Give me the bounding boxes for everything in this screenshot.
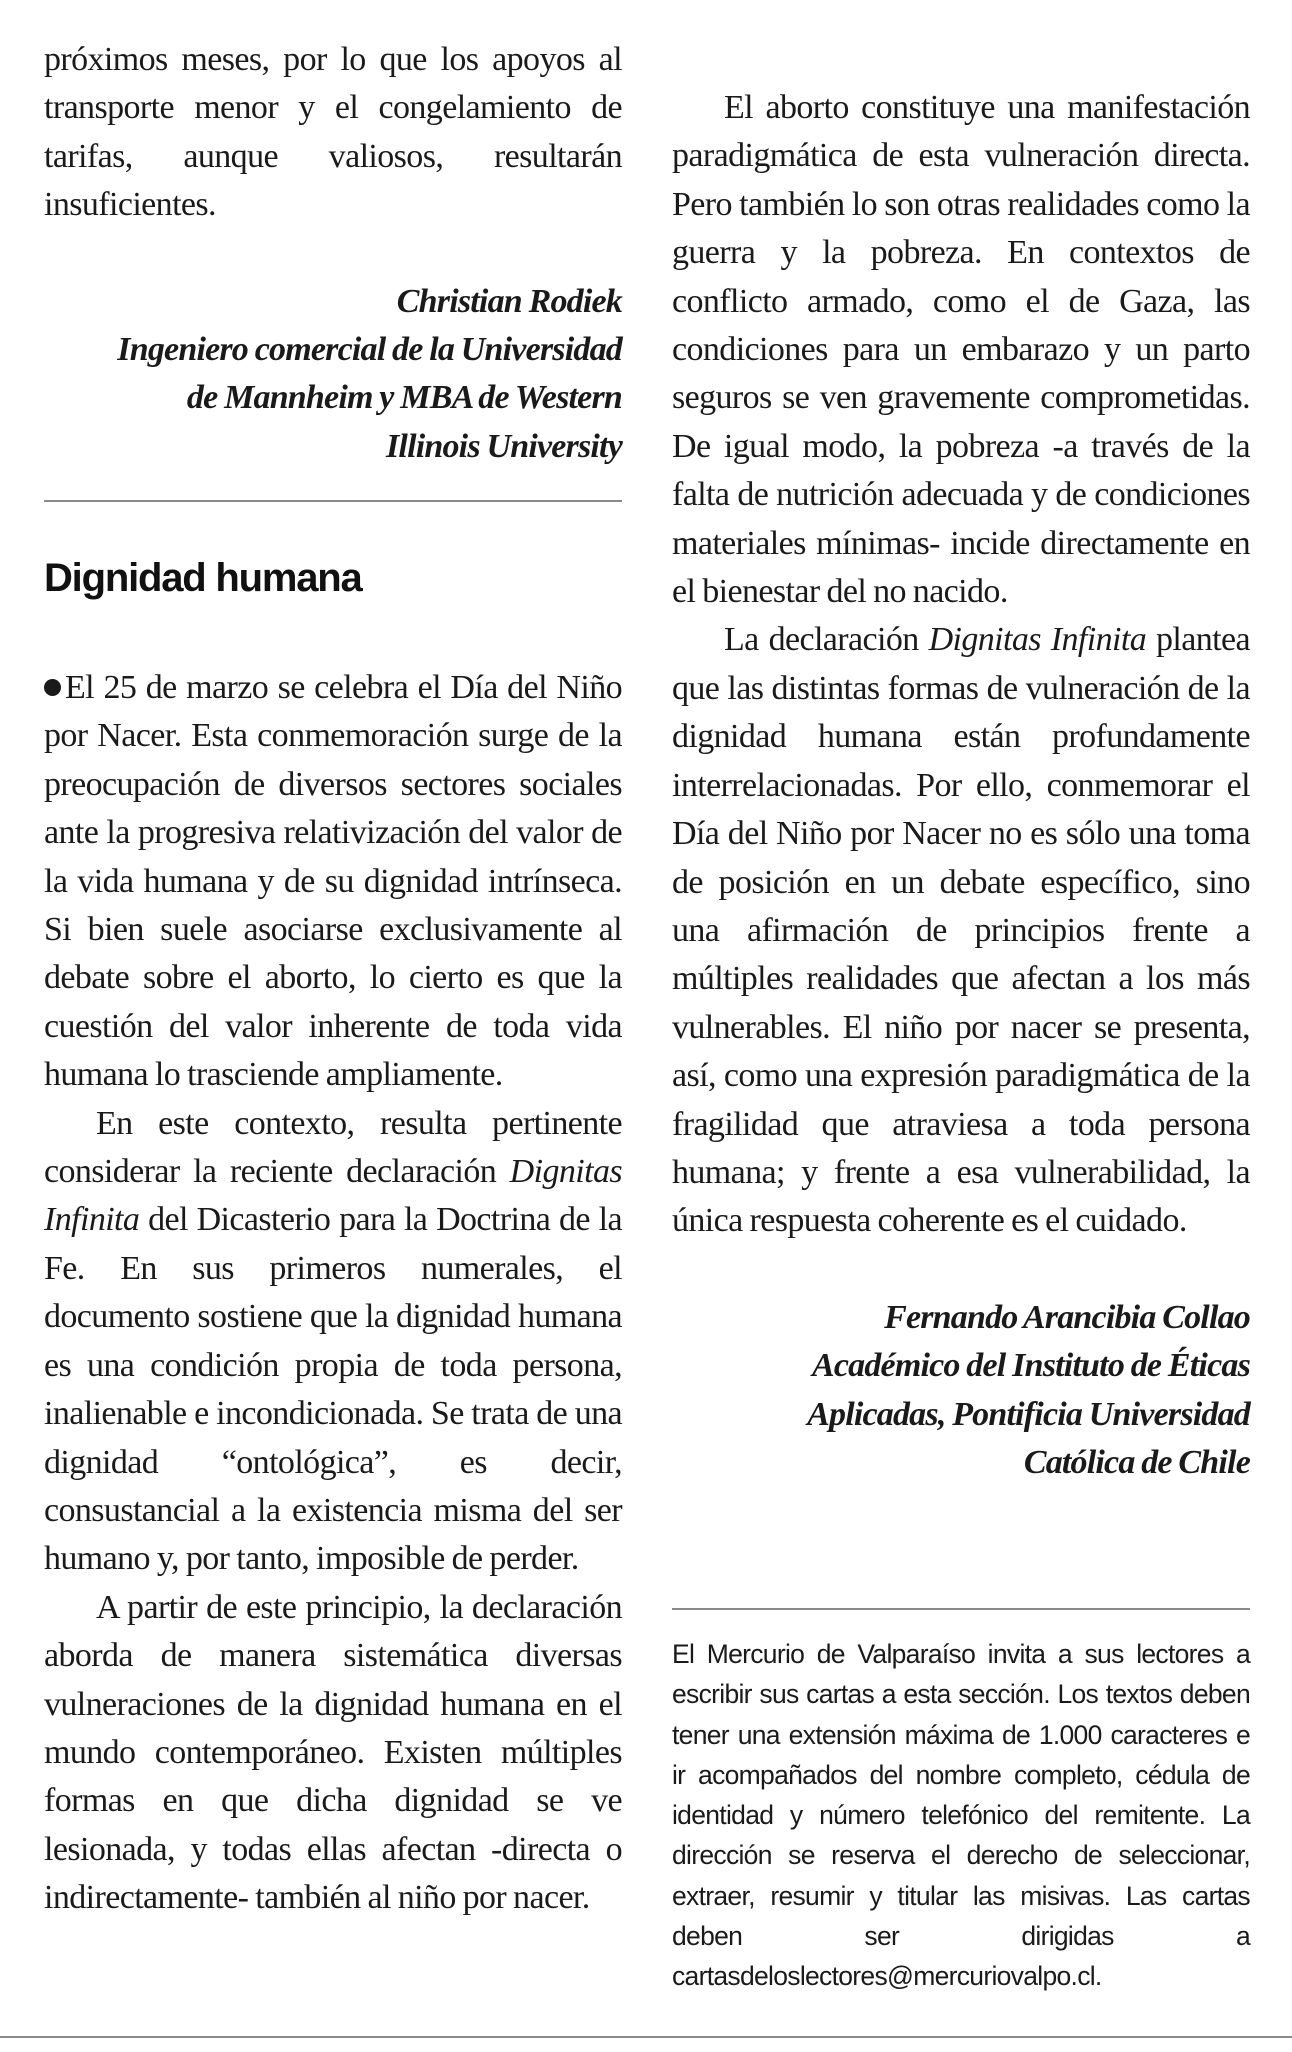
section-divider-right [672,1608,1250,1610]
left-column [44,36,622,471]
letter1-ending-paragraph: próximos meses, por lo que los apoyos al transporte menor y el congelamiento de tarifas, aunque valiosos, resultarán insuficientes. [44,41,622,224]
letter2-signature-credential-line1: Académico del Instituto de Éticas [811,1347,1250,1385]
document-title-italic: Dignitas Infinita [928,621,1147,659]
letter2-body-left [44,664,622,1923]
letter2-signature-name: Fernando Arancibia Collao [884,1298,1250,1336]
section-divider-left [44,500,622,502]
letter2-paragraph-1 [44,664,622,1100]
letter2-paragraph-3: A partir de este principio, la declaración aborda de manera sistemática diversas vulneraciones de la dignidad humana en el mundo contemporáneo. Existen múltiples formas en que dicha dignidad se ve lesionada, y todas ellas afectan -directa o indirectamente- también al niño por nacer. [44,1588,622,1917]
bullet-icon [44,679,61,696]
letter2-paragraph-4: El aborto constituye una manifestación paradigmática de esta vulneración directa. Pero también lo son otras realidades como la guerra y la pobreza. En contextos de conflicto armado, como el de Gaza, las condiciones para un embarazo y un parto seguros se ven gravemente comprometidas. De igual modo, la pobreza -a través de la falta de nutrición adecuada y de condiciones materiales mínimas- incide directamente en el bienestar del no nacido. [672,89,1250,611]
letter1-signature-credential-line3: Illinois University [386,427,622,465]
letter2-title: Dignidad humana [44,556,362,600]
right-column [672,84,1250,1487]
letter2-paragraph-5: La declaración Dignitas Infinita plantea que las distintas formas de vulneración de la dignidad humana están profundamente interrelacionadas. Por ello, conmemorar el Día del Niño por Nacer no es sólo una toma de posición en un debate específico, sino una afirmación de principios frente a múltiples realidades que afectan a los más vulnerables. El niño por nacer se presenta, así, como una expresión paradigmática de la fragilidad que atraviesa a toda persona humana; y frente a esa vulnerabilidad, la única respuesta coherente es el cuidado. [672,621,1250,1240]
page-bottom-rule [0,2036,1292,2038]
notice-text: El Mercurio de Valparaíso invita a sus lectores a escribir sus cartas a esta sección. Los textos deben tener una extensión máxima de 1.000 caracteres e ir acompañados del nombre completo, cédula de identidad y número telefónico del remitente. La dirección se reserva el derecho de seleccionar, extraer, resumir y titular las misivas. Las cartas deben ser dirigidas a cartasdeloslectores@mercuriovalpo.cl. [672,1639,1250,1992]
letter1-signature-name: Christian Rodiek [396,282,622,320]
letter1-signature-credential-line1: Ingeniero comercial de la Universidad [117,331,622,369]
letter2-signature-credential-line2: Aplicadas, Pontificia Universidad [807,1395,1250,1433]
letter2-paragraph-2: En este contexto, resulta pertinente considerar la reciente declaración Dignitas Infinita del Dicasterio para la Doctrina de la Fe. En sus primeros numerales, el documento sostiene que la dignidad humana es una condición propia de toda persona, inalienable e incondicionada. Se trata de una dignidad “ontológica”, es decir, consustancial a la existencia misma del ser humano y, por tanto, imposible de perder. [44,1104,622,1578]
letters-submission-notice [672,1634,1250,1997]
letter2-paragraph-1-text: El 25 de marzo se celebra el Día del Niño por Nacer. Esta conmemoración surge de la preocupación de diversos sectores sociales ante la progresiva relativización del valor de la vida humana y de su dignidad intrínseca. Si bien suele asociarse exclusivamente al debate sobre el aborto, lo cierto es que la cuestión del valor inherente de toda vida humana lo trasciende ampliamente. [44,669,622,1094]
document-title-italic: Dignitas Infinita [44,1153,622,1239]
letter1-signature-credential-line2: de Mannheim y MBA de Western [186,379,622,417]
letter2-signature-credential-line3: Católica de Chile [1023,1443,1250,1481]
